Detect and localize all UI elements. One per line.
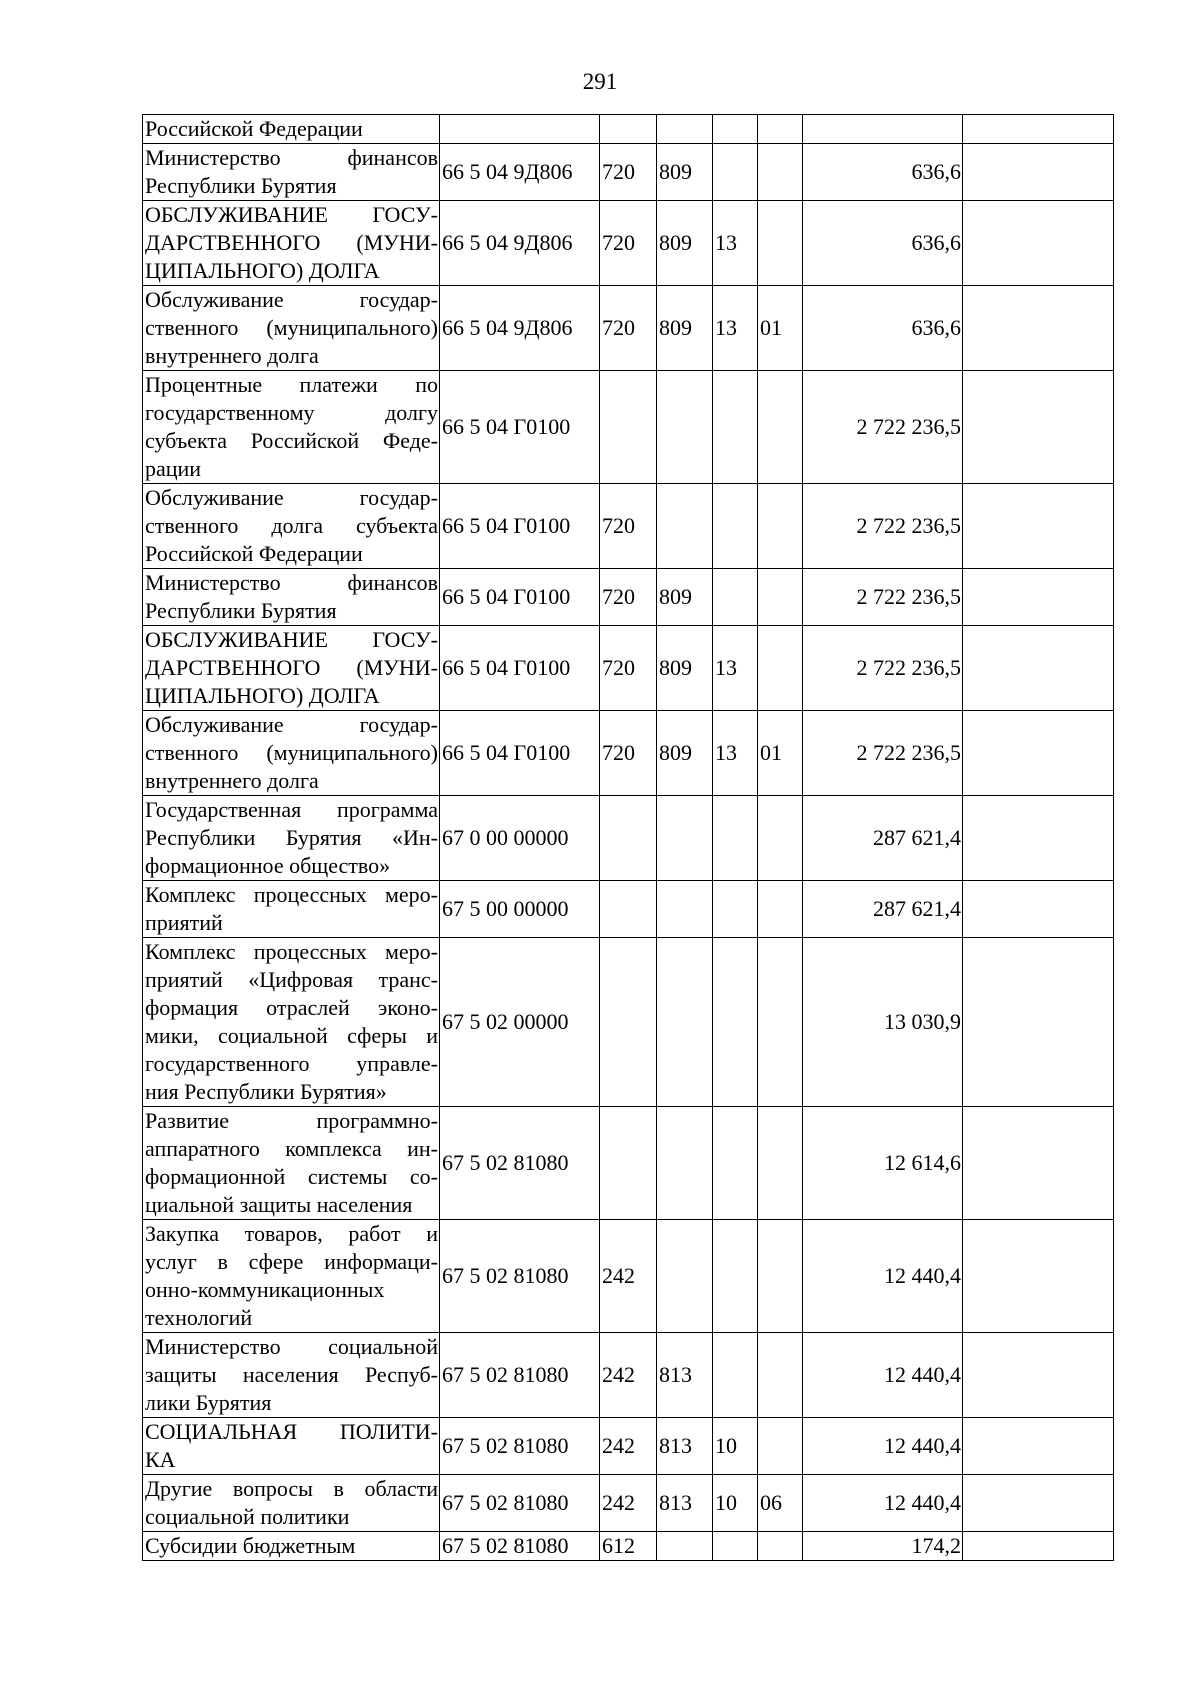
empty-cell: [963, 144, 1114, 201]
empty-cell: [963, 711, 1114, 796]
empty-cell: [963, 201, 1114, 286]
expense-type-code: 612: [600, 1532, 657, 1561]
description-line: социальной политики: [145, 1504, 350, 1529]
expense-type-code: 242: [600, 1220, 657, 1333]
description-line: онно-коммуникационных: [145, 1277, 385, 1302]
target-article-code: 66 5 04 9Д806: [440, 144, 600, 201]
target-article-code: 66 5 04 9Д806: [440, 201, 600, 286]
row-description: [143, 626, 440, 711]
expense-type-code: 242: [600, 1333, 657, 1418]
section-code: [713, 115, 758, 144]
target-article-code: 66 5 04 Г0100: [440, 626, 600, 711]
subsection-code: [758, 881, 803, 938]
section-code: [713, 371, 758, 484]
description-line: мики, социальной сферы и: [145, 1023, 438, 1048]
amount-value: 2 722 236,5: [803, 711, 963, 796]
amount-value: 174,2: [803, 1532, 963, 1561]
target-article-code: 67 5 02 00000: [440, 938, 600, 1107]
description-line: Министерство социальной: [145, 1334, 438, 1359]
amount-value: 636,6: [803, 144, 963, 201]
page-number: 291: [582, 69, 618, 94]
section-code: [713, 1107, 758, 1220]
empty-cell: [963, 371, 1114, 484]
description-line: формационной системы со-: [145, 1164, 438, 1189]
empty-cell: [963, 938, 1114, 1107]
amount-value: 287 621,4: [803, 881, 963, 938]
empty-cell: [963, 626, 1114, 711]
expense-type-code: 720: [600, 569, 657, 626]
section-code: [713, 484, 758, 569]
expense-type-code: [600, 881, 657, 938]
empty-cell: [963, 1220, 1114, 1333]
section-code: [713, 1333, 758, 1418]
table-row: [143, 569, 1114, 626]
empty-cell: [963, 1532, 1114, 1561]
amount-value: 636,6: [803, 286, 963, 371]
row-description: [143, 1107, 440, 1220]
table-row: [143, 881, 1114, 938]
administrator-code: 809: [657, 626, 713, 711]
description-line: ДАРСТВЕННОГО (МУНИ-: [145, 230, 438, 255]
subsection-code: [758, 1418, 803, 1475]
target-article-code: 67 5 02 81080: [440, 1418, 600, 1475]
description-line: внутреннего долга: [145, 768, 319, 793]
row-description: [143, 371, 440, 484]
description-line: Субсидии бюджетным: [145, 1533, 356, 1558]
target-article-code: 67 5 02 81080: [440, 1333, 600, 1418]
target-article-code: 66 5 04 9Д806: [440, 286, 600, 371]
description-line: КА: [145, 1447, 176, 1472]
administrator-code: [657, 484, 713, 569]
description-line: ОБСЛУЖИВАНИЕ ГОСУ-: [145, 627, 438, 652]
subsection-code: 01: [758, 711, 803, 796]
section-code: 13: [713, 626, 758, 711]
section-code: [713, 569, 758, 626]
table-row: [143, 371, 1114, 484]
table-row: [143, 144, 1114, 201]
empty-cell: [963, 796, 1114, 881]
row-description: [143, 484, 440, 569]
subsection-code: [758, 626, 803, 711]
administrator-code: [657, 881, 713, 938]
row-description: [143, 1333, 440, 1418]
amount-value: 12 614,6: [803, 1107, 963, 1220]
amount-value: 2 722 236,5: [803, 484, 963, 569]
target-article-code: 66 5 04 Г0100: [440, 484, 600, 569]
administrator-code: 809: [657, 201, 713, 286]
description-line: приятий «Цифровая транс-: [145, 967, 438, 992]
row-description: [143, 144, 440, 201]
subsection-code: [758, 201, 803, 286]
administrator-code: 809: [657, 286, 713, 371]
description-line: Комплекс процессных меро-: [145, 882, 438, 907]
target-article-code: 66 5 04 Г0100: [440, 711, 600, 796]
amount-value: 13 030,9: [803, 938, 963, 1107]
description-line: аппаратного комплекса ин-: [145, 1136, 438, 1161]
row-description: [143, 115, 440, 144]
description-line: Другие вопросы в области: [145, 1476, 438, 1501]
section-code: [713, 938, 758, 1107]
description-line: субъекта Российской Феде-: [145, 428, 438, 453]
target-article-code: [440, 115, 600, 144]
description-line: циальной защиты населения: [145, 1192, 413, 1217]
empty-cell: [963, 1418, 1114, 1475]
empty-cell: [963, 569, 1114, 626]
target-article-code: 67 0 00 00000: [440, 796, 600, 881]
target-article-code: 66 5 04 Г0100: [440, 371, 600, 484]
table-row: [143, 1333, 1114, 1418]
empty-cell: [963, 1107, 1114, 1220]
table-row: [143, 1107, 1114, 1220]
empty-cell: [963, 484, 1114, 569]
table-row: [143, 1475, 1114, 1532]
row-description: [143, 286, 440, 371]
subsection-code: 06: [758, 1475, 803, 1532]
target-article-code: 67 5 02 81080: [440, 1475, 600, 1532]
description-line: Обслуживание государ-: [145, 712, 438, 737]
administrator-code: [657, 1220, 713, 1333]
amount-value: 12 440,4: [803, 1333, 963, 1418]
table-row: [143, 711, 1114, 796]
section-code: 10: [713, 1418, 758, 1475]
description-line: Республики Бурятия: [145, 173, 337, 198]
empty-cell: [963, 1475, 1114, 1532]
description-line: формационное общество»: [145, 853, 391, 878]
description-line: ЦИПАЛЬНОГО) ДОЛГА: [145, 258, 380, 283]
expense-type-code: 242: [600, 1475, 657, 1532]
row-description: [143, 1418, 440, 1475]
subsection-code: [758, 569, 803, 626]
description-line: государственному долгу: [145, 400, 438, 425]
description-line: Обслуживание государ-: [145, 485, 438, 510]
expense-type-code: [600, 371, 657, 484]
target-article-code: 67 5 02 81080: [440, 1107, 600, 1220]
expense-type-code: 720: [600, 484, 657, 569]
table-row: [143, 286, 1114, 371]
description-line: Республики Бурятия: [145, 598, 337, 623]
description-line: технологий: [145, 1305, 253, 1330]
empty-cell: [963, 286, 1114, 371]
administrator-code: [657, 115, 713, 144]
description-line: Развитие программно-: [145, 1108, 438, 1133]
description-line: Закупка товаров, работ и: [145, 1221, 438, 1246]
amount-value: 12 440,4: [803, 1418, 963, 1475]
description-line: лики Бурятия: [145, 1390, 272, 1415]
row-description: [143, 569, 440, 626]
description-line: Комплекс процессных меро-: [145, 939, 438, 964]
description-line: рации: [145, 456, 202, 481]
expense-type-code: 720: [600, 626, 657, 711]
description-line: ОБСЛУЖИВАНИЕ ГОСУ-: [145, 202, 438, 227]
row-description: [143, 1220, 440, 1333]
administrator-code: [657, 1532, 713, 1561]
table-row: [143, 626, 1114, 711]
administrator-code: 809: [657, 144, 713, 201]
subsection-code: [758, 484, 803, 569]
administrator-code: 813: [657, 1333, 713, 1418]
description-line: ственного (муниципального): [145, 740, 438, 765]
table-body: [143, 115, 1114, 1561]
table-row: [143, 1532, 1114, 1561]
table-row: [143, 115, 1114, 144]
table-row: [143, 1220, 1114, 1333]
administrator-code: 809: [657, 711, 713, 796]
description-line: ния Республики Бурятия»: [145, 1079, 387, 1104]
subsection-code: [758, 796, 803, 881]
row-description: [143, 796, 440, 881]
description-line: Российской Федерации: [145, 116, 363, 141]
description-line: ственного долга субъекта: [145, 513, 438, 538]
subsection-code: [758, 1333, 803, 1418]
description-line: Процентные платежи по: [145, 372, 438, 397]
subsection-code: 01: [758, 286, 803, 371]
subsection-code: [758, 1220, 803, 1333]
row-description: [143, 1532, 440, 1561]
budget-table: [142, 114, 1114, 1561]
amount-value: 287 621,4: [803, 796, 963, 881]
administrator-code: 809: [657, 569, 713, 626]
description-line: формация отраслей эконо-: [145, 995, 438, 1020]
subsection-code: [758, 1532, 803, 1561]
amount-value: 2 722 236,5: [803, 626, 963, 711]
description-line: ственного (муниципального): [145, 315, 438, 340]
table-row: [143, 938, 1114, 1107]
target-article-code: 67 5 02 81080: [440, 1532, 600, 1561]
amount-value: 12 440,4: [803, 1475, 963, 1532]
amount-value: [803, 115, 963, 144]
amount-value: 12 440,4: [803, 1220, 963, 1333]
expense-type-code: 720: [600, 286, 657, 371]
subsection-code: [758, 938, 803, 1107]
expense-type-code: 720: [600, 711, 657, 796]
description-line: Государственная программа: [145, 797, 438, 822]
description-line: Российской Федерации: [145, 541, 363, 566]
row-description: [143, 938, 440, 1107]
section-code: 13: [713, 201, 758, 286]
section-code: [713, 796, 758, 881]
amount-value: 2 722 236,5: [803, 371, 963, 484]
expense-type-code: 720: [600, 201, 657, 286]
section-code: [713, 144, 758, 201]
target-article-code: 67 5 02 81080: [440, 1220, 600, 1333]
description-line: внутреннего долга: [145, 343, 319, 368]
section-code: 13: [713, 286, 758, 371]
section-code: 13: [713, 711, 758, 796]
administrator-code: 813: [657, 1418, 713, 1475]
expense-type-code: [600, 1107, 657, 1220]
amount-value: 636,6: [803, 201, 963, 286]
administrator-code: [657, 1107, 713, 1220]
administrator-code: [657, 796, 713, 881]
table-row: [143, 796, 1114, 881]
amount-value: 2 722 236,5: [803, 569, 963, 626]
description-line: приятий: [145, 910, 223, 935]
description-line: услуг в сфере информаци-: [145, 1249, 438, 1274]
row-description: [143, 711, 440, 796]
table-row: [143, 201, 1114, 286]
description-line: Обслуживание государ-: [145, 287, 438, 312]
empty-cell: [963, 115, 1114, 144]
empty-cell: [963, 881, 1114, 938]
empty-cell: [963, 1333, 1114, 1418]
subsection-code: [758, 1107, 803, 1220]
row-description: [143, 881, 440, 938]
administrator-code: 813: [657, 1475, 713, 1532]
subsection-code: [758, 115, 803, 144]
administrator-code: [657, 371, 713, 484]
description-line: защиты населения Респуб-: [145, 1362, 438, 1387]
administrator-code: [657, 938, 713, 1107]
section-code: [713, 1220, 758, 1333]
description-line: Министерство финансов: [145, 145, 438, 170]
subsection-code: [758, 144, 803, 201]
description-line: ДАРСТВЕННОГО (МУНИ-: [145, 655, 438, 680]
description-line: государственного управле-: [145, 1051, 438, 1076]
expense-type-code: [600, 115, 657, 144]
section-code: [713, 1532, 758, 1561]
row-description: [143, 201, 440, 286]
section-code: 10: [713, 1475, 758, 1532]
target-article-code: 66 5 04 Г0100: [440, 569, 600, 626]
table-row: [143, 1418, 1114, 1475]
table-row: [143, 484, 1114, 569]
description-line: Республики Бурятия «Ин-: [145, 825, 438, 850]
description-line: Министерство финансов: [145, 570, 438, 595]
section-code: [713, 881, 758, 938]
subsection-code: [758, 371, 803, 484]
expense-type-code: [600, 938, 657, 1107]
expense-type-code: 720: [600, 144, 657, 201]
row-description: [143, 1475, 440, 1532]
target-article-code: 67 5 00 00000: [440, 881, 600, 938]
description-line: ЦИПАЛЬНОГО) ДОЛГА: [145, 683, 380, 708]
expense-type-code: [600, 796, 657, 881]
description-line: СОЦИАЛЬНАЯ ПОЛИТИ-: [145, 1419, 438, 1444]
expense-type-code: 242: [600, 1418, 657, 1475]
